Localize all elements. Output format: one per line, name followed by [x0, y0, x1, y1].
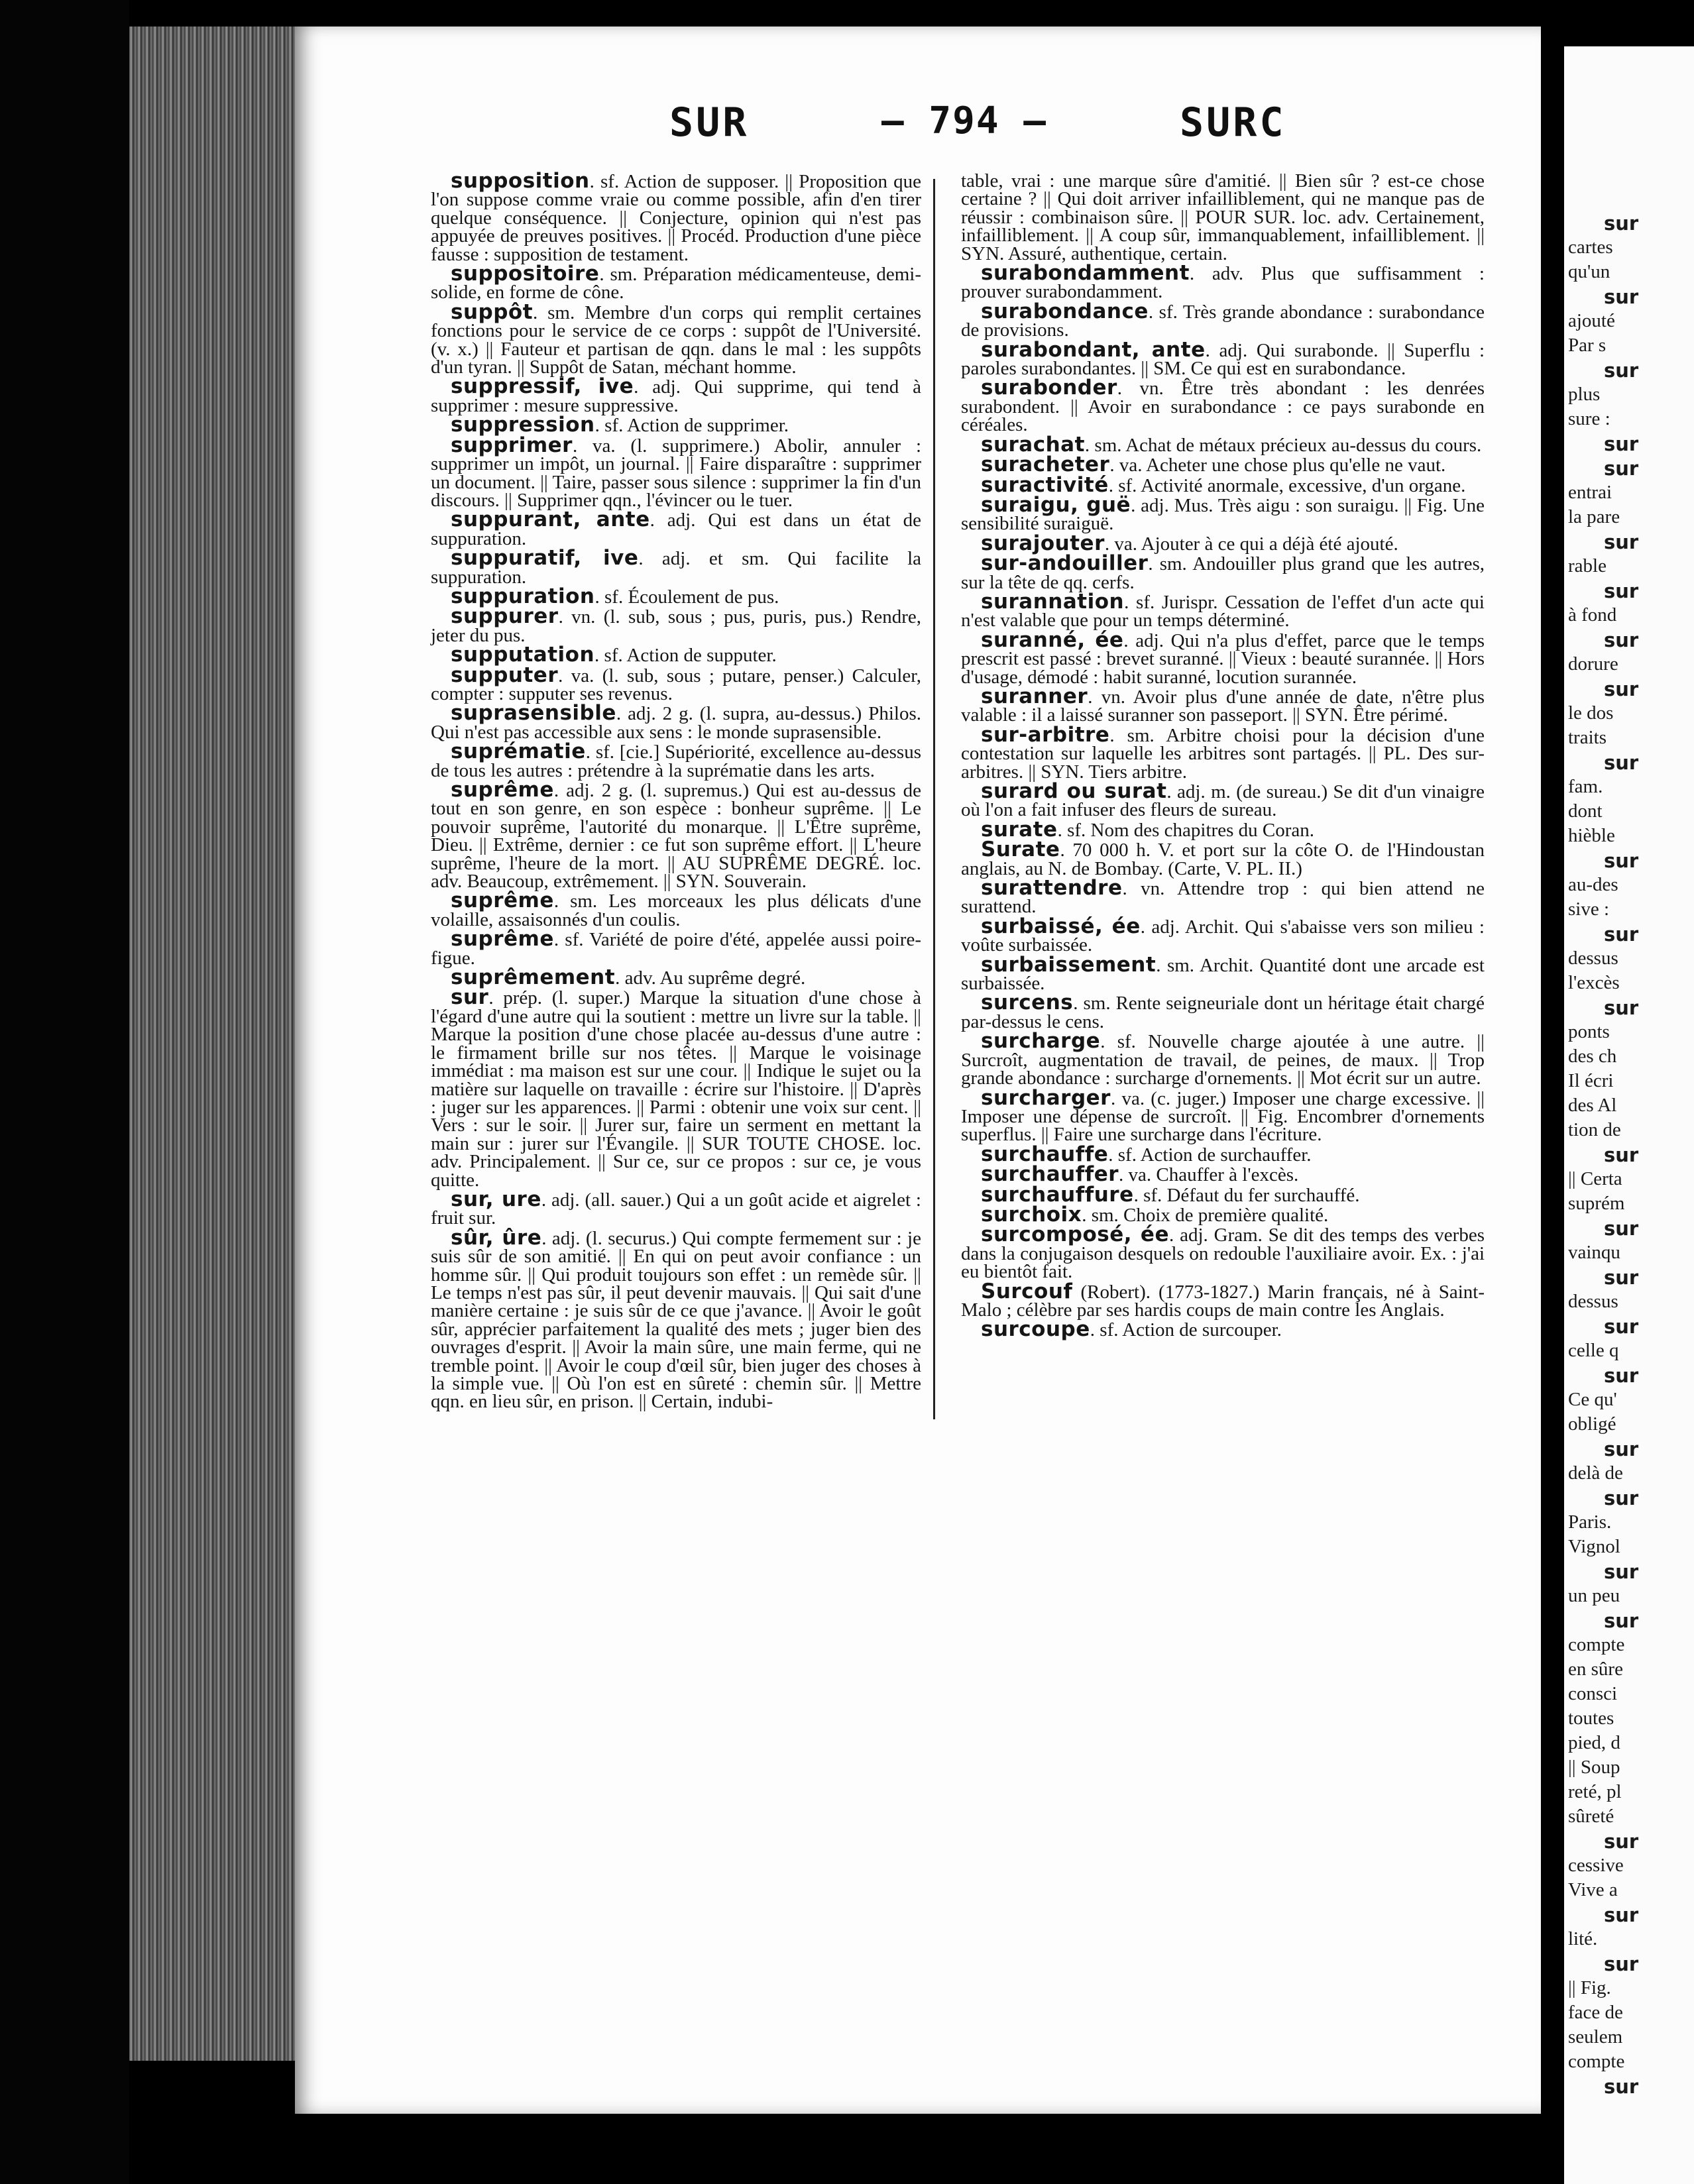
definition: . sm. Préparation médicamenteuse, demi-solide, en forme de cône.	[431, 264, 921, 303]
definition: . adj. m. (de sureau.) Se dit d'un vinaigre où l'on a fait infuser des fleurs de sureau.	[961, 781, 1485, 821]
next-page-fragment-text: sur	[1604, 997, 1639, 1019]
next-page-fragment-text: sûreté	[1568, 1806, 1614, 1827]
next-page-fragment-text: sur	[1604, 1217, 1639, 1240]
definition: . vn. Avoir plus d'une année de date, n'être plus valable : il a laissé suranner son passeport. || SYN. Être périmé.	[961, 686, 1485, 726]
next-page-fragment-text: compte	[1568, 1634, 1625, 1655]
headword: suppôt	[451, 300, 534, 324]
next-page-fragment-text: delà de	[1568, 1462, 1623, 1484]
dictionary-entry	[961, 1182, 1485, 1207]
headword: surcharger	[981, 1085, 1111, 1110]
definition: . va. (c. juger.) Imposer une charge excessive. || Imposer une dépense de surcroît. || Fig. Encombrer d'ornements superflus. || Faire une surcharge dans l'écriture.	[961, 1087, 1485, 1146]
dictionary-entry	[431, 965, 921, 990]
next-page-fragment-text: Par s	[1568, 335, 1607, 356]
dictionary-entry	[961, 779, 1485, 821]
definition: . adj. Mus. Très aigu : son suraigu. || Fig. Une sensibilité suraiguë.	[961, 494, 1485, 535]
definition: . adj. et sm. Qui facilite la suppuration.	[431, 548, 921, 588]
definition: . sm. Andouiller plus grand que les autres, sur la tête de qq. cerfs.	[961, 553, 1485, 593]
next-page-fragment-text: sur	[1604, 212, 1639, 235]
right-column	[961, 172, 1485, 1341]
dictionary-entry	[431, 927, 921, 969]
headword: surachat	[981, 432, 1085, 457]
definition: . va. (l. supprimere.) Abolir, annuler : supprimer un impôt, un journal. || Faire disparaître : supprimer un document. || Taire, passer sous silence : supprimer la fin d'un discours. || Supprimer qqn., l'évincer ou le tuer.	[431, 435, 921, 511]
dictionary-entry	[431, 985, 921, 1191]
next-page-fragment-text: entrai	[1568, 482, 1612, 503]
headword: suprêmement	[451, 965, 616, 990]
next-page-fragment-text: plus	[1568, 384, 1601, 405]
next-page-fragment-text: sur	[1604, 849, 1639, 872]
dictionary-entry	[961, 589, 1485, 631]
definition: . adj. Gram. Se dit des temps des verbes dans la conjugaison desquels on redouble l'auxiliaire avoir. Ex. : j'ai eu bientôt fait.	[961, 1225, 1485, 1283]
next-page-fragment-text: sur	[1604, 1953, 1639, 1975]
dictionary-entry	[961, 376, 1485, 436]
headword: suppositoire	[451, 262, 600, 286]
next-page-fragment-text: face de	[1568, 2002, 1623, 2023]
headword: surabondance	[981, 299, 1149, 323]
headword: Surcouf	[981, 1279, 1073, 1303]
definition: . sf. Jurispr. Cessation de l'effet d'un acte qui n'est valable que pour un temps déterminé.	[961, 591, 1485, 631]
next-page-fragment-text: la pare	[1568, 506, 1620, 527]
definition: . adj. Qui surabonde. || Superflu : paroles surabondantes. || SM. Ce qui est en surabondance.	[961, 339, 1485, 380]
next-page-fragment-text: pied, d	[1568, 1732, 1620, 1753]
headword: surcoupe	[981, 1317, 1090, 1342]
dictionary-entry	[961, 261, 1485, 303]
headword: surchauffer	[981, 1162, 1119, 1187]
next-page-fragment-text: sure :	[1568, 408, 1610, 429]
definition: . sf. Nouvelle charge ajoutée à une autre. || Surcroît, augmentation de travail, de peines, de maux. || Trop grande abondance : surcharge d'ornements. || Mot écrit sur un autre.	[961, 1031, 1485, 1089]
dictionary-entry	[961, 914, 1485, 956]
next-page-fragment-text: ponts	[1568, 1021, 1610, 1042]
definition: . sf. Action de supputer.	[594, 645, 777, 667]
dictionary-entry	[961, 684, 1485, 726]
definition: . va. (l. sub, sous ; putare, penser.) Calculer, compter : supputer ses revenus.	[431, 665, 921, 704]
headword: suprématie	[451, 739, 586, 764]
next-page-fragment-text: Il écri	[1568, 1070, 1614, 1091]
next-page-fragment-text: dessus	[1568, 1291, 1618, 1312]
dictionary-entry	[961, 1142, 1485, 1166]
next-page-fragment-text: l'excès	[1568, 972, 1620, 993]
headword: surajouter	[981, 531, 1105, 555]
next-page-fragment-text: sur	[1604, 1487, 1639, 1509]
headword: suppression	[451, 413, 595, 437]
next-page-fragment-text: sur	[1604, 629, 1639, 651]
next-page-fragment-text: celle q	[1568, 1340, 1619, 1361]
headword: suppurer	[451, 604, 559, 629]
headword: supposition	[451, 169, 590, 193]
next-page-fragment-text: seulem	[1568, 2026, 1623, 2048]
dictionary-entry	[431, 739, 921, 781]
next-page-fragment-text: sur	[1604, 1610, 1639, 1632]
headword: surbaissement	[981, 952, 1157, 977]
dictionary-entry	[961, 1202, 1485, 1227]
next-page-fragment-text: || Fig.	[1568, 1977, 1611, 1998]
dictionary-entry	[961, 453, 1485, 477]
definition: . sm. Arbitre choisi pour la décision d'une contestation sur laquelle les arbitres sont partagés. || PL. Des sur-arbitres. || SYN. Tiers arbitre.	[961, 724, 1485, 783]
headword: surabondamment	[981, 261, 1190, 286]
headword: surcens	[981, 991, 1074, 1015]
next-page-fragment-text: consci	[1568, 1683, 1618, 1704]
dictionary-entry	[961, 876, 1485, 918]
definition: . va. Ajouter à ce qui a déjà été ajouté.	[1104, 533, 1398, 555]
dictionary-entry	[961, 1085, 1485, 1146]
next-page-fragment-text: sur	[1604, 531, 1639, 553]
next-page-fragment-text: sur	[1604, 923, 1639, 946]
headword: surard ou surat	[981, 779, 1167, 803]
next-page-fragment-text: sur	[1604, 1560, 1639, 1583]
definition: . sm. Les morceaux les plus délicats d'une volaille, assaisonnés d'un coulis.	[431, 891, 921, 930]
dictionary-entry	[961, 1223, 1485, 1283]
definition: . sf. Variété de poire d'été, appelée aussi poire-figue.	[431, 929, 921, 969]
headword: surchoix	[981, 1202, 1082, 1227]
next-page-fragment-text: sur	[1604, 1364, 1639, 1387]
next-page-fragment-text: || Soup	[1568, 1757, 1620, 1778]
next-page-fragment-text: des Al	[1568, 1095, 1617, 1116]
dictionary-entry	[431, 643, 921, 667]
definition: . sm. Achat de métaux précieux au-dessus du cours.	[1084, 434, 1482, 456]
headword: suractivité	[981, 472, 1109, 497]
headword: sur, ure	[451, 1187, 541, 1211]
headword: supputation	[451, 643, 595, 667]
next-page-fragment-text: reté, pl	[1568, 1781, 1622, 1802]
dictionary-entry	[431, 508, 921, 549]
dictionary-entry	[431, 1187, 921, 1229]
next-page-fragment	[1564, 46, 1694, 2184]
dictionary-entry	[431, 169, 921, 265]
definition: . prép. (l. super.) Marque la situation d'une chose à l'égard d'une autre qui la soutient : mettre un livre sur la table. || Marque la position d'une chose placée au-dessus d'une autre : le firmament brille sur nos têtes. || Marque le voisinage immédiat : ma maison est sur une cour. || Indique le sujet ou la matière sur laquelle on travaille : écrire sur l'histoire. || D'après : juger sur les apparences. || Parmi : obtenir une voix sur cent. || Vers : sur le soir. || Jurer sur, faire un serment en mettant la main sur : jurer sur l'Évangile. || SUR TOUTE CHOSE. loc. adv. Principalement. || Sur ce, sur ce propos : sur ce, je vous quitte.	[431, 987, 921, 1191]
dictionary-entry	[961, 817, 1485, 842]
next-page-fragment-text: sur	[1604, 2075, 1639, 2098]
next-page-fragment-text: sur	[1604, 678, 1639, 700]
next-page-fragment-text: compte	[1568, 2051, 1625, 2072]
dictionary-entry	[431, 546, 921, 588]
definition: . sf. Action de supprimer.	[594, 415, 789, 437]
next-page-fragment-text: sur	[1604, 751, 1639, 774]
dictionary-entry	[961, 531, 1485, 555]
next-page-fragment-text: qu'un	[1568, 261, 1610, 282]
next-page-fragment-text: ajouté	[1568, 310, 1615, 331]
next-page-fragment-text: fam.	[1568, 776, 1603, 797]
dictionary-entry	[961, 952, 1485, 995]
definition: . 70 000 h. V. et port sur la côte O. de l'Hindoustan anglais, au N. de Bombay. (Carte, V. PL. II.)	[961, 840, 1485, 879]
definition: . sm. Membre d'un corps qui remplit certaines fonctions pour le service de ce corps : suppôt de l'Université. (v. x.) || Fauteur et partisan de qqn. dans le mal : les suppôts d'un tyran. || Suppôt de Satan, méchant homme.	[431, 301, 921, 378]
dictionary-entry	[961, 991, 1485, 1032]
dictionary-entry	[961, 551, 1485, 593]
dictionary-entry	[431, 374, 922, 416]
dictionary-entry	[431, 1225, 921, 1413]
next-page-fragment-text: vainqu	[1568, 1242, 1620, 1263]
definition: . sf. Action de surcouper.	[1090, 1319, 1282, 1341]
definition: (Robert). (1773-1827.) Marin français, né à Saint-Malo ; célèbre par ses hardis coups de main contre les Anglais.	[961, 1281, 1485, 1321]
headword: surcharge	[981, 1029, 1101, 1054]
dictionary-entry	[431, 413, 921, 437]
next-page-fragment-text: sive :	[1568, 899, 1610, 920]
next-page-fragment-text: sur	[1604, 1315, 1639, 1338]
dictionary-entry	[961, 1029, 1485, 1089]
page-number: — 794 —	[881, 99, 1048, 142]
headword: suppuration	[451, 584, 595, 608]
next-page-fragment-text: Vive a	[1568, 1879, 1618, 1900]
headword: sur	[451, 985, 489, 1010]
next-page-fragment-text: cessive	[1568, 1855, 1624, 1876]
dictionary-entry	[431, 778, 921, 893]
next-page-fragment-text: dorure	[1568, 653, 1618, 675]
definition: . vn. Être très abondant : les denrées surabondent. || Avoir en surabondance : ce pays surabonde en céréales.	[961, 378, 1485, 436]
next-page-fragment-text: Ce qu'	[1568, 1389, 1617, 1410]
headword: surabondant, ante	[981, 337, 1206, 362]
headword: sûr, ûre	[451, 1225, 542, 1250]
definition: . sf. Nom des chapitres du Coran.	[1057, 819, 1314, 841]
definition: . va. Acheter une chose plus qu'elle ne vaut.	[1109, 455, 1446, 476]
next-page-fragment-text: à fond	[1568, 604, 1617, 626]
headword: surabonder	[981, 376, 1117, 400]
next-page-fragment-text: sur	[1604, 286, 1639, 308]
next-page-fragment-text: traits	[1568, 727, 1607, 748]
dictionary-entry	[431, 584, 921, 608]
headword: surchauffe	[981, 1142, 1109, 1166]
dictionary-entry	[961, 1162, 1485, 1187]
next-page-fragment-text: sur	[1604, 580, 1639, 602]
headword: surcomposé, ée	[981, 1223, 1169, 1247]
headword: surannation	[981, 589, 1125, 614]
dictionary-entry	[961, 1317, 1485, 1342]
next-page-fragment-text: sur	[1604, 1144, 1639, 1166]
definition: . adj. Qui est dans un état de suppuration.	[431, 510, 921, 549]
definition: . sf. Action de supposer. || Proposition que l'on suppose comme vraie ou comme possible, afin d'en tirer quelque conséquence. || Conjecture, opinion qui n'est pas appuyée de preuves positives. || Procéd. Production d'une pièce fausse : supposition de testament.	[431, 171, 921, 265]
definition: table, vrai : une marque sûre d'amitié. || Bien sûr ? est-ce chose certaine ? || Qui doit arriver infailliblement, qui ne manque pas de réussir : combinaison sûre. || POUR SUR. loc. adv. Certainement, infailliblement. || A coup sûr, immanquablement, infailliblement. || SYN. Assuré, authentique, certain.	[961, 170, 1485, 264]
headword: supputer	[451, 663, 559, 687]
headword: suprême	[451, 927, 554, 952]
headword: surate	[981, 817, 1058, 842]
headword: suprême	[451, 778, 554, 802]
dictionary-entry	[431, 701, 921, 743]
dictionary-entry	[961, 472, 1485, 497]
dictionary-entry	[961, 722, 1485, 783]
definition: . sf. Très grande abondance : surabondance de provisions.	[961, 301, 1485, 341]
headword: surbaissé, ée	[981, 914, 1141, 938]
definition: . sf. [cie.] Supériorité, excellence au-dessus de tous les autres : prétendre à la suprématie dans les arts.	[431, 741, 921, 781]
headword: suranner	[981, 684, 1088, 708]
next-page-fragment-text: sur	[1604, 359, 1639, 382]
next-page-fragment-text: sur	[1604, 433, 1639, 455]
next-page-fragment-text: au-des	[1568, 874, 1618, 895]
headword: suppuratif, ive	[451, 546, 639, 571]
dictionary-entry	[431, 262, 921, 303]
definition: . adj. 2 g. (l. supra, au-dessus.) Philos. Qui n'est pas accessible aux sens : le monde suprasensible.	[431, 703, 921, 743]
dictionary-entry	[961, 492, 1485, 535]
definition: . adj. Qui supprime, qui tend à supprimer : mesure suppressive.	[431, 376, 922, 416]
headword: suppurant, ante	[451, 508, 650, 532]
next-page-fragment-text: un peu	[1568, 1585, 1620, 1606]
next-page-fragment-text: des ch	[1568, 1046, 1617, 1067]
definition: . vn. Attendre trop : qui bien attend ne surattend.	[961, 878, 1485, 918]
next-page-fragment-text: Vignol	[1568, 1536, 1620, 1557]
definition: . vn. (l. sub, sous ; pus, puris, pus.) Rendre, jeter du pus.	[431, 606, 921, 646]
next-page-fragment-text: sur	[1604, 457, 1639, 480]
next-page-fragment-text: sur	[1604, 1438, 1639, 1460]
definition: . sf. Défaut du fer surchauffé.	[1133, 1184, 1360, 1206]
definition: . adj. 2 g. (l. supremus.) Qui est au-dessus de tout en son genre, en son espèce : bonheur suprême. || Le pouvoir suprême, l'autorité du monarque. || L'Être suprême, Dieu. || Extrême, dernier : ce fut son suprême effort. || L'heure suprême, l'heure de la mort. || AU SUPRÊME DEGRÉ. loc. adv. Beaucoup, extrêmement. || SYN. Souverain.	[431, 780, 921, 893]
definition: . adj. (l. securus.) Qui compte fermement sur : je suis sûr de son amitié. || En qui on peut avoir confiance : un homme sûr. || Qui produit toujours son effet : un remède sûr. || Le temps n'est pas sûr, il peut devenir mauvais. || Qui sait d'une manière certaine : je suis sûr de ce que j'avance. || Avoir le goût sûr, apprécier parfaitement la qualité des mets ; juger bien des ouvrages d'esprit. || Avoir la main sûre, une main ferme, qui ne tremble point. || Avoir le coup d'œil sûr, bien juger des choses à la simple vue. || Où l'on est en sûreté : chemin sûr. || Mettre qqn. en lieu sûr, en prison. || Certain, indubi-	[431, 1227, 921, 1413]
definition: . adj. (all. sauer.) Qui a un goût acide et aigrelet : fruit sur.	[431, 1189, 921, 1229]
next-page-fragment-text: dessus	[1568, 948, 1618, 969]
column-divider	[933, 179, 935, 1419]
headword: sur-arbitre	[981, 722, 1110, 747]
dictionary-entry	[431, 889, 921, 930]
definition: . sf. Action de surchauffer.	[1108, 1144, 1312, 1166]
definition: . adj. Qui n'a plus d'effet, parce que le temps prescrit est passé : brevet suranné. || Vieux : beauté surannée. || Hors d'usage, démodé : habit suranné, locution surannée.	[961, 629, 1485, 688]
definition: . va. Chauffer à l'excès.	[1119, 1164, 1299, 1186]
next-page-fragment-text: toutes	[1568, 1708, 1614, 1729]
gutter-right	[1541, 0, 1564, 2184]
dictionary-entry	[431, 604, 921, 646]
next-page-fragment-text: hièble	[1568, 825, 1615, 846]
definition: . adv. Plus que suffisamment : prouver surabondamment.	[961, 263, 1485, 303]
next-page-fragment-text: sur	[1604, 1830, 1639, 1853]
dictionary-entry	[431, 663, 921, 704]
dictionary-entry	[431, 433, 921, 511]
headword: supprimer	[451, 433, 573, 457]
header-left-guideword: SUR	[669, 99, 750, 146]
headword: surattendre	[981, 876, 1123, 901]
next-page-fragment-text: dont	[1568, 800, 1603, 822]
dictionary-entry	[961, 432, 1485, 457]
next-page-fragment-text: || Certa	[1568, 1168, 1622, 1189]
headword: suraigu, guë	[981, 492, 1131, 517]
headword: suranné, ée	[981, 628, 1124, 652]
headword: suprasensible	[451, 701, 616, 726]
headword: suppressif, ive	[451, 374, 634, 399]
next-page-fragment-text: tion de	[1568, 1119, 1621, 1140]
definition: . adv. Au suprême degré.	[615, 967, 806, 989]
dictionary-entry	[961, 1279, 1485, 1321]
definition: . sm. Archit. Quantité dont une arcade est surbaissée.	[961, 954, 1485, 995]
next-page-fragment-text: le dos	[1568, 702, 1614, 724]
next-page-fragment-text: rable	[1568, 555, 1607, 576]
headword: surchauffure	[981, 1182, 1134, 1207]
next-page-fragment-text: en sûre	[1568, 1659, 1623, 1680]
dictionary-entry	[961, 628, 1485, 688]
dictionary-entry	[431, 300, 921, 378]
book-spine	[0, 0, 129, 2184]
dictionary-entry	[961, 337, 1485, 380]
dictionary-entry	[961, 172, 1485, 263]
next-page-fragment-text: suprém	[1568, 1193, 1625, 1214]
next-page-fragment-text: sur	[1604, 1266, 1639, 1289]
left-column	[431, 169, 922, 1413]
headword: sur-andouiller	[981, 551, 1149, 576]
definition: . sf. Activité anormale, excessive, d'un organe.	[1108, 474, 1466, 496]
header-right-guideword: SURC	[1180, 99, 1286, 146]
definition: . sm. Choix de première qualité.	[1082, 1204, 1329, 1226]
page-edges	[129, 27, 296, 2061]
next-page-fragment-text: lité.	[1568, 1928, 1598, 1949]
next-page-fragment-text: cartes	[1568, 237, 1613, 258]
definition: . sf. Écoulement de pus.	[594, 586, 779, 608]
headword: suracheter	[981, 453, 1110, 477]
definition: . adj. Archit. Qui s'abaisse vers son milieu : voûte surbaissée.	[961, 916, 1485, 956]
dictionary-entry	[961, 299, 1485, 341]
dictionary-entry	[961, 838, 1485, 879]
headword: Surate	[981, 838, 1060, 862]
next-page-fragment-text: Paris.	[1568, 1511, 1612, 1533]
next-page-fragment-text: obligé	[1568, 1413, 1616, 1435]
next-page-fragment-text: sur	[1604, 1904, 1639, 1926]
headword: suprême	[451, 889, 554, 913]
definition: . sm. Rente seigneuriale dont un héritage était chargé par-dessus le cens.	[961, 993, 1485, 1032]
